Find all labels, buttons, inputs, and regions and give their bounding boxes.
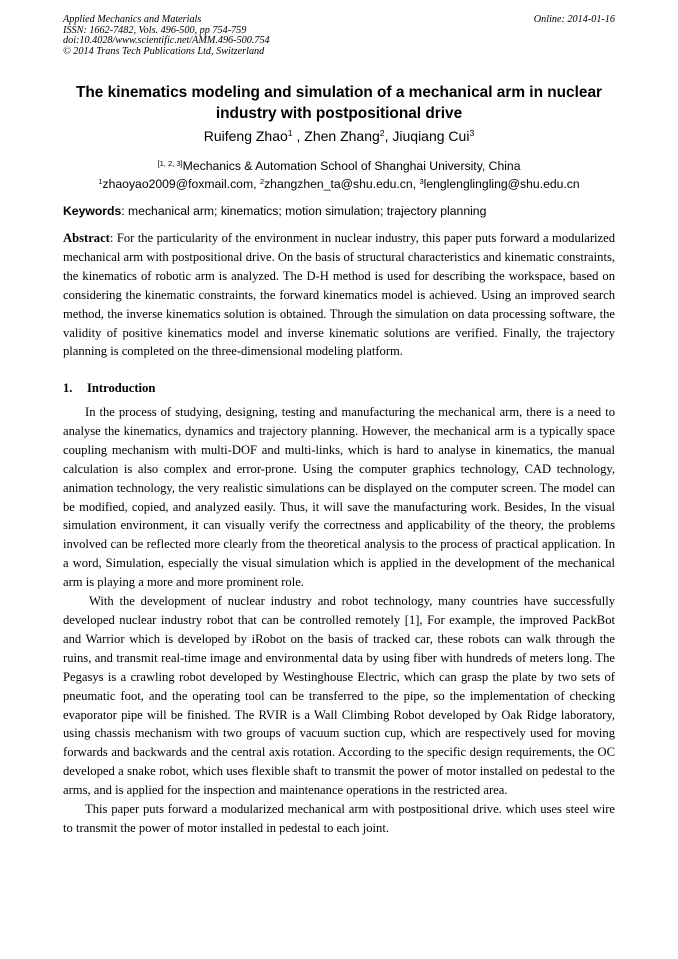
keywords-label: Keywords [63, 204, 122, 218]
email-address[interactable]: zhaoyao2009@foxmail.com [102, 177, 254, 191]
paragraph: This paper puts forward a modularized mechanical arm with postpositional drive. which uses steel wire to transmit the power of motor installed in pedestal to each joint. [63, 802, 615, 835]
author-list: Ruifeng Zhao$^1$ , Zhen Zhang$^2$, Jiuqiang Cui$^3$ [203, 128, 475, 144]
email-mark: 2 [259, 176, 265, 186]
author-name: Jiuqiang Cui [392, 128, 470, 144]
abstract-label: Abstract [63, 231, 110, 245]
author-mark: 3 [469, 128, 475, 139]
journal-name: Applied Mechanics and Materials [63, 14, 202, 25]
section-title: Introduction [87, 381, 156, 395]
paragraph: In the process of studying, designing, testing and manufacturing the mechanical arm, there is a need to analyse the kinematics, dynamics and trajectory planning. However, the mechanical arm is a typically space coupling mechanism with multi-DOF and multi-links, which is hard to analyse in kinematics, the manual calculation is also complex and error-prone. Using the computer graphics technology, CAD technology, animation technology, the very realistic simulations can be displayed on the computer screen. The model can be modified, copied, and analyzed easily. Thus, it will save the manufacturing work. Besides, In the visual simulation environment, it can visually verify the correctness and applicability of the theory, the problems involved can be reflected more clearly from the theoretical analysis to the process of practical application. In a word, Simulation, especially the visual simulation which is applied in the development of the mechanical arm is playing a more and more prominent role. [63, 405, 615, 590]
email-mark: 1 [98, 176, 103, 186]
keywords-text: mechanical arm; kinematics; motion simulation; trajectory planning [128, 204, 487, 218]
affiliation [60, 158, 618, 176]
abstract: Abstract: For the particularity of the environment in nuclear industry, this paper puts forward a modularized mechanical arm with postpositional drive. On the basis of structural characteristics and kinematic constraints, the kinematics of robotic arm is analyzed. The D-H method is used for describing the workspace, based on considering the kinematic constraints, the forward kinematics model is achieved. Using an improved search method, the inverse kinematics solution is obtained. Through the simulation on data processing software, the validity of positive kinematics model and inverse kinematic solutions are verified. Finally, the trajectory planning is completed on the three-dimensional modeling platform. [63, 231, 615, 359]
paper-title: The kinematics modeling and simulation of a mechanical arm in nuclear industry with postpositional drive [76, 84, 602, 122]
section-number: 1. [63, 381, 73, 395]
affiliation-text: Mechanics & Automation School of Shanghai University, China [182, 159, 521, 173]
email-address[interactable]: lenglenglingling@shu.edu.cn [423, 177, 580, 191]
paragraph: With the development of nuclear industry and robot technology, many countries have successfully developed nuclear industry robot that can be controlled remotely [1], For example, the improved PackBot and Warrior which is developed by iRobot on the basis of tracked car, these robots can walk through the ruins, and transmit real-time image and environmental data by using fiber with hundreds of meters long. The Pegasys is a crawling robot developed by Westinghouse Electric, which can grasp the plate by two sets of pneumatic foot, and the operating tool can be transferred to the pipe, so the implementation of checking evaporator pipe will be finished. The RVIR is a Wall Climbing Robot developed by Oak Ridge laboratory, using chassis mechanism with two groups of vacuum suction cup, which are respectively used for moving forwards and backwards and the central axis rotation. According to the specific design requirements, the OC developed a snake robot, which uses flexible shaft to transmit the power of motor installed on pedestal to the arms, and is applied for the inspection and maintenance operations in the restricted area. [63, 594, 615, 798]
author-name: Ruifeng Zhao [203, 128, 288, 144]
abstract-text: For the particularity of the environment in nuclear industry, this paper puts forward a modularized mechanical arm with postpositional drive. On the basis of structural characteristics and kinematic constraints, the kinematics of robotic arm is analyzed. The D-H method is used for describing the workspace, based on considering the kinematic constraints, the forward kinematics model is achieved. Using an improved search method, the inverse kinematics solution is obtained. Through the simulation on data processing software, the validity of positive kinematics model and inverse kinematic solutions are verified. Finally, the trajectory planning is completed on the three-dimensional modeling platform. [63, 231, 615, 359]
issn-line: ISSN: 1662-7482, Vols. 496-500, pp 754-759 [63, 24, 247, 36]
author-mark: 2 [379, 128, 385, 139]
doi-line[interactable]: doi:10.4028/www.scientific.net/AMM.496-500.754 [63, 35, 270, 47]
email-mark: 3 [419, 176, 424, 186]
introduction-body [63, 403, 615, 838]
email-list: $^1$zhaoyao2009@foxmail.com, $^2$zhangzhen_ta@shu.edu.cn, $^3$lenglenglingling@shu.edu.cn [98, 176, 580, 191]
online-date: Online: 2014-01-16 [533, 14, 615, 25]
keywords: Keywords: mechanical arm; kinematics; motion simulation; trajectory planning [63, 204, 487, 218]
journal-header [63, 15, 615, 57]
copyright-line: © 2014 Trans Tech Publications Ltd, Switzerland [63, 45, 265, 57]
section-heading [63, 379, 155, 397]
author-mark: 1 [287, 128, 293, 139]
affiliation-mark: [1, 2, 3] [157, 158, 183, 168]
author-name: Zhen Zhang [304, 128, 380, 144]
email-address[interactable]: zhangzhen_ta@shu.edu.cn [264, 177, 413, 191]
